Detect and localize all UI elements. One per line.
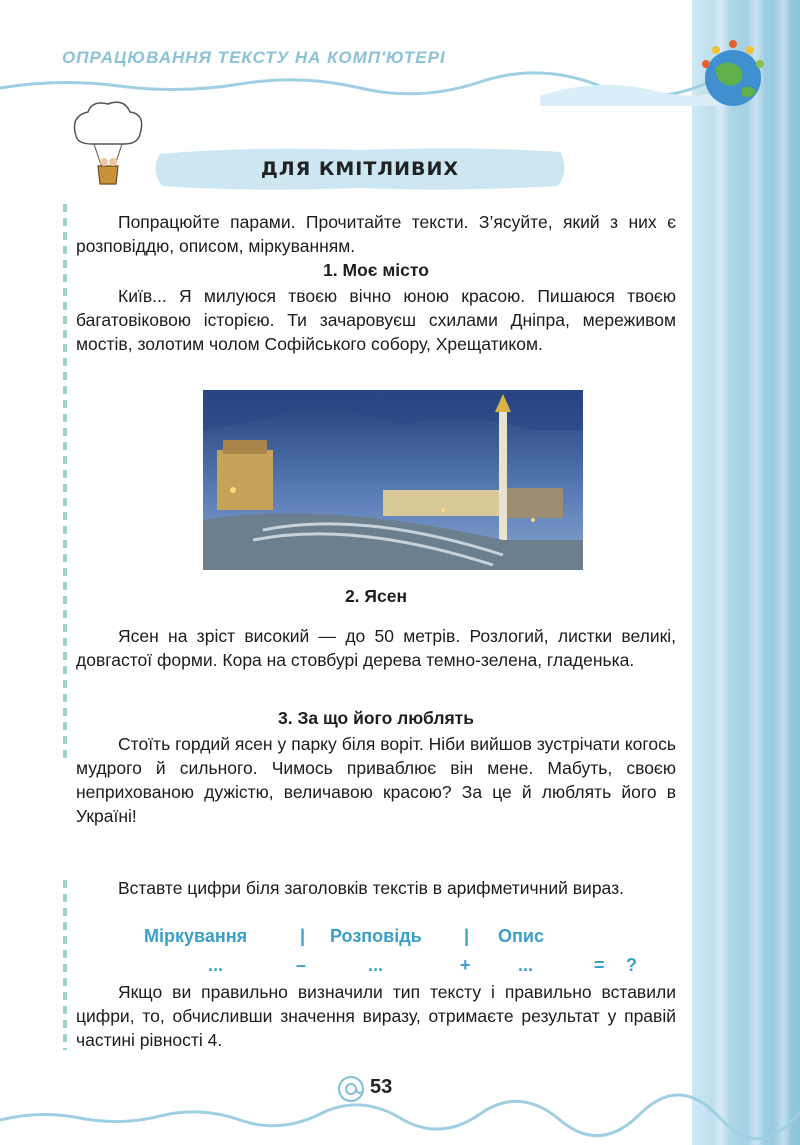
formula-blank: ...	[518, 955, 534, 975]
formula-result: ?	[626, 955, 637, 975]
footer-wave-decoration	[0, 1090, 800, 1145]
text-heading-2: 2. Ясен	[344, 586, 408, 606]
text-heading-3: 3. За що його люблять	[277, 708, 475, 728]
formula-blank: ...	[368, 955, 384, 975]
task-text: Вставте цифри біля заголовків текстів в арифметичний вираз.	[118, 878, 624, 898]
formula-minus: –	[296, 955, 307, 975]
section-title: ДЛЯ КМІТЛИВИХ	[260, 158, 460, 180]
text-body-1: Київ... Я милуюся твоєю вічно юною красою. Пишаюся твоєю багатовіковою історією. Ти зачаровуєш схилами Дніпра, мереживом мостів, золотим чолом Софійського собору, Хрещатиком.	[76, 286, 676, 354]
intro-text: Попрацюйте парами. Прочитайте тексти. З’ясуйте, який з них є розповіддю, описом, міркуванням.	[76, 212, 676, 256]
globe-icon	[696, 38, 770, 112]
hot-air-balloon-icon	[68, 96, 148, 196]
formula-equals: =	[594, 955, 605, 975]
type-separator: |	[300, 926, 306, 946]
right-decorative-panel	[692, 0, 800, 1145]
chapter-header-title: ОПРАЦЮВАННЯ ТЕКСТУ НА КОМП'ЮТЕРІ	[62, 48, 446, 67]
kyiv-independence-square-photo	[203, 390, 583, 570]
margin-dash-line	[63, 204, 67, 760]
text-body-3: Стоїть гордий ясен у парку біля воріт. Ніби вийшов зустрічати когось мудрого й сильного. Чимось приваблює він мене. Мабуть, своєю неприхованою дужістю, величавою красою? За це й люблять його в Україні!	[76, 734, 676, 826]
type-label-reasoning: Міркування	[144, 926, 248, 946]
type-separator: |	[464, 926, 470, 946]
page-number: 53	[370, 1076, 393, 1098]
formula-plus: +	[460, 955, 471, 975]
type-label-narration: Розповідь	[330, 926, 422, 946]
conclusion-text: Якщо ви правильно визначили тип тексту і правильно вставили цифри, то, обчисливши значення виразу, отримаєте результат у правій частині рівності 4.	[76, 982, 676, 1050]
margin-dash-line	[63, 880, 67, 1050]
text-body-2: Ясен на зріст високий — до 50 метрів. Розлогий, листки великі, довгастої форми. Кора на стовбурі дерева темно-зелена, гладенька.	[76, 626, 676, 670]
at-sign-icon	[336, 1074, 366, 1104]
text-heading-1: 1. Моє місто	[323, 260, 429, 280]
formula-blank: ...	[208, 955, 224, 975]
type-label-description: Опис	[498, 926, 544, 946]
